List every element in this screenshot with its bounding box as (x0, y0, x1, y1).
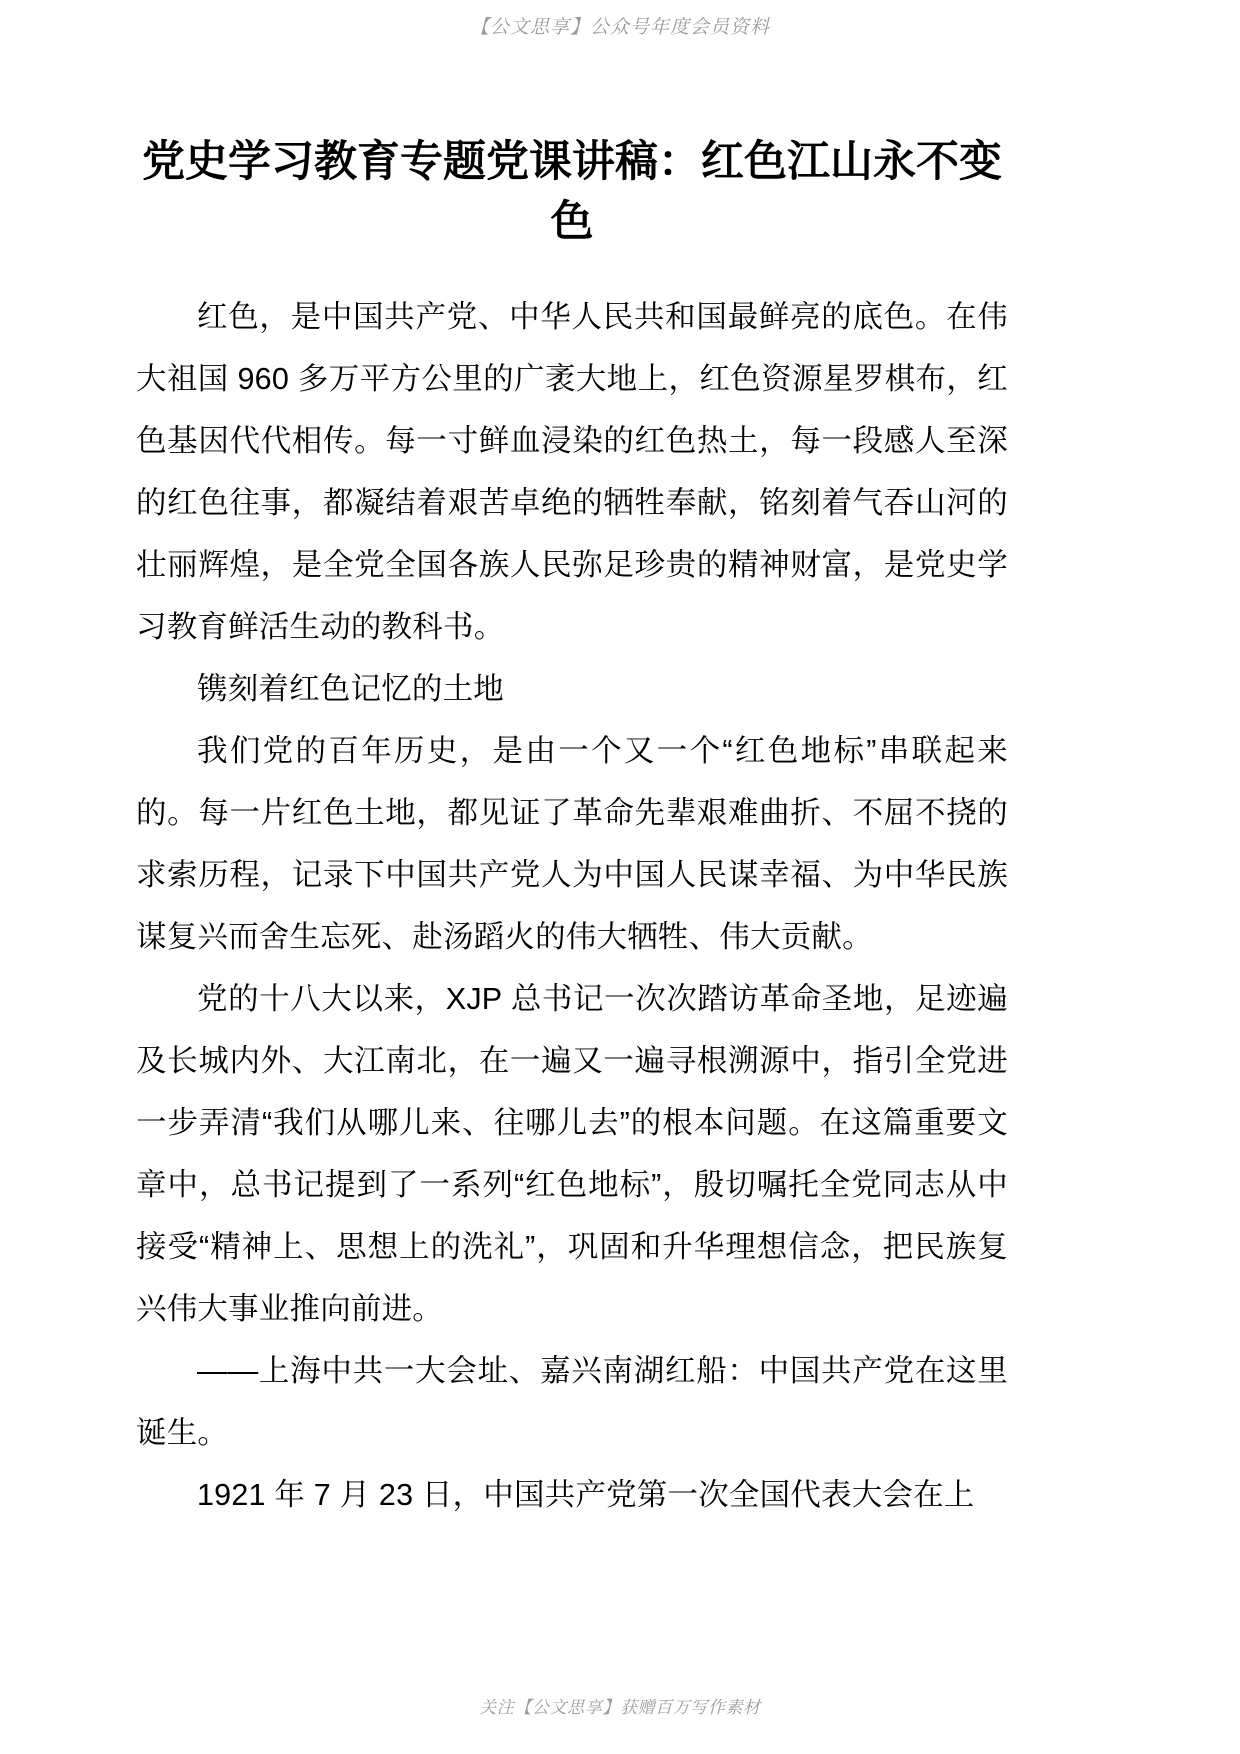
page-footer-watermark: 关注【公文思享】获赠百万写作素材 (479, 1698, 761, 1718)
page-title: 党史学习教育专题党课讲稿：红色江山永不变色 (142, 137, 1002, 247)
section-subheading: 镌刻着红色记忆的土地 (197, 672, 504, 706)
document-body (136, 132, 1008, 1526)
paragraph-5: 1921 年 7 月 23 日，中国共产党第一次全国代表大会在上 (197, 1478, 975, 1512)
paragraph-3: 党的十八大以来，XJP 总书记一次次踏访革命圣地，足迹遍及长城内外、大江南北，在一遍又一遍寻根溯源中，指引全党进一步弄清“我们从哪儿来、往哪儿去”的根本问题。在这篇重要文章中，总书记提到了一系列“红色地标”，殷切嘱托全党同志从中接受“精神上、思想上的洗礼”，巩固和升华理想信念，把民族复兴伟大事业推向前进。 (136, 982, 1008, 1326)
paragraph-1: 红色，是中国共产党、中华人民共和国最鲜亮的底色。在伟大祖国 960 多万平方公里的广袤大地上，红色资源星罗棋布，红色基因代代相传。每一寸鲜血浸染的红色热土，每一段感人至深的红色往事，都凝结着艰苦卓绝的牺牲奉献，铭刻着气吞山河的壮丽辉煌，是全党全国各族人民弥足珍贵的精神财富，是党史学习教育鲜活生动的教科书。 (136, 300, 1008, 644)
paragraph-2: 我们党的百年历史，是由一个又一个“红色地标”串联起来的。每一片红色土地，都见证了革命先辈艰难曲折、不屈不挠的求索历程，记录下中国共产党人为中国人民谋幸福、为中华民族谋复兴而舍生忘死、赴汤蹈火的伟大牺牲、伟大贡献。 (136, 734, 1008, 954)
paragraph-4: ——上海中共一大会址、嘉兴南湖红船：中国共产党在这里诞生。 (136, 1354, 1008, 1450)
page-header-watermark: 【公文思享】公众号年度会员资料 (469, 16, 770, 38)
